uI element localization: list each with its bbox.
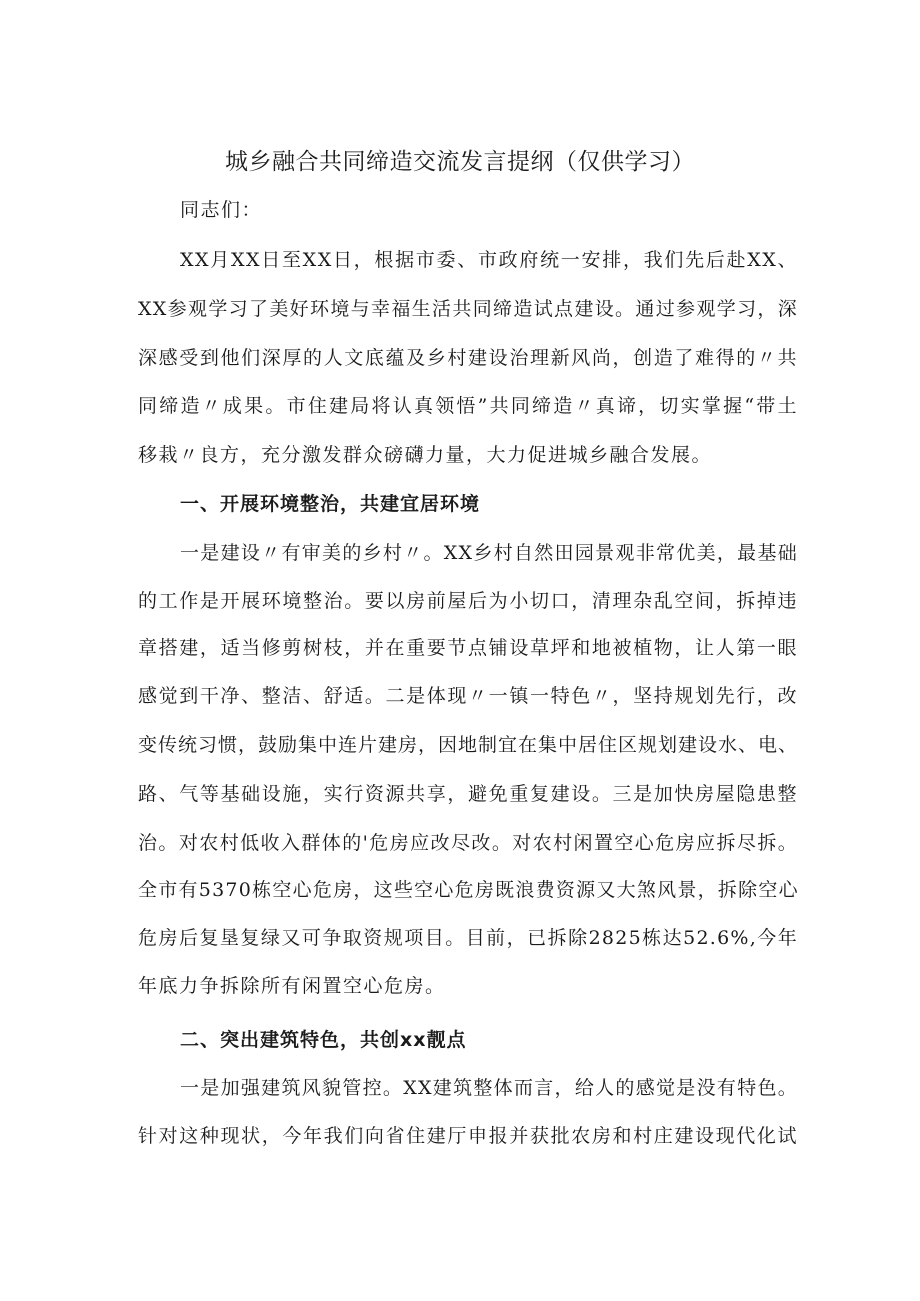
document-title: 城乡融合共同缔造交流发言提纲（仅供学习）	[225, 149, 695, 175]
section1-line: 治。对农村低收入群体的'危房应改尽改。对农村闲置空心危房应拆尽拆。	[138, 832, 798, 854]
section-heading-2: 二、突出建筑特色，共创xx靓点	[180, 1029, 467, 1051]
intro-line: XX月XX日至XX日，根据市委、市政府统一安排，我们先后赴XX、	[180, 249, 798, 271]
section2-line: 一是加强建筑风貌管控。XX建筑整体而言，给人的感觉是没有特色。	[180, 1077, 798, 1099]
section1-line: 的工作是开展环境整治。要以房前屋后为小切口，清理杂乱空间，拆掉违	[138, 590, 798, 612]
section1-line: 危房后复垦复绿又可争取资规项目。目前，已拆除2825栋达52.6%,今年	[138, 927, 798, 949]
section1-line: 感觉到干净、整洁、舒适。二是体现〃一镇一特色〃，坚持规划先行，改	[138, 685, 798, 707]
section1-line: 年底力争拆除所有闲置空心危房。	[138, 975, 446, 997]
intro-line: 同缔造〃成果。市住建局将认真领悟”共同缔造〃真谛，切实掌握“带土	[138, 395, 798, 417]
section1-line: 全市有5370栋空心危房，这些空心危房既浪费资源又大煞风景，拆除空心	[138, 879, 799, 901]
intro-line: XX参观学习了美好环境与幸福生活共同缔造试点建设。通过参观学习，深	[138, 298, 798, 320]
section-heading-1: 一、开展环境整治，共建宜居环境	[180, 493, 481, 515]
intro-line: 移栽〃良方，充分激发群众磅礴力量，大力促进城乡融合发展。	[138, 444, 713, 466]
section1-line: 变传统习惯，鼓励集中连片建房，因地制宜在集中居住区规划建设水、电、	[138, 734, 799, 756]
section2-line: 针对这种现状，今年我们向省住建厅申报并获批农房和村庄建设现代化试	[138, 1125, 798, 1147]
section1-line: 章搭建，适当修剪树枝，并在重要节点铺设草坪和地被植物，让人第一眼	[138, 637, 798, 659]
intro-line: 深感受到他们深厚的人文底蕴及乡村建设治理新风尚，创造了难得的〃共	[138, 347, 798, 369]
section1-line: 路、气等基础设施，实行资源共享，避免重复建设。三是加快房屋隐患整	[138, 783, 798, 805]
section1-line: 一是建设〃有审美的乡村〃。XX乡村自然田园景观非常优美，最基础	[180, 542, 798, 564]
salutation: 同志们：	[180, 199, 263, 221]
